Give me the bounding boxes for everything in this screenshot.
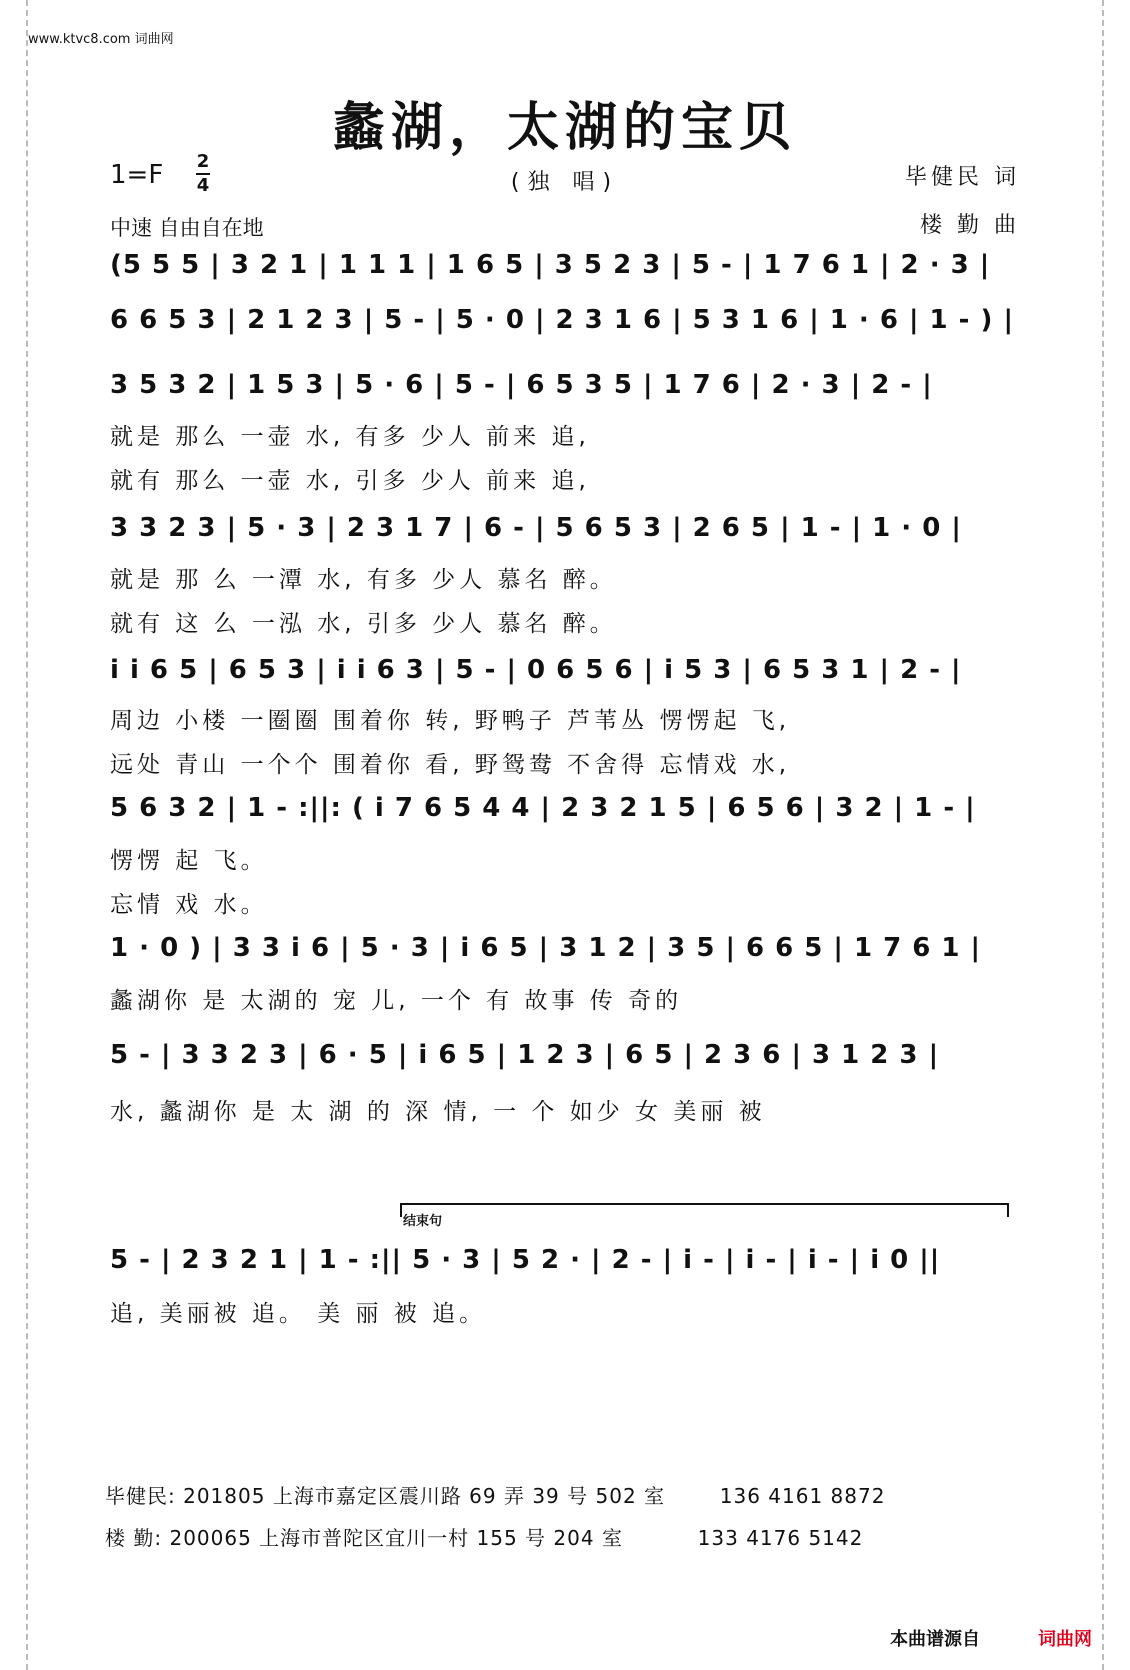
- lyric-row-9: 追, 美丽被 追。 美 丽 被 追。: [110, 1301, 487, 1327]
- song-title: 蠡湖，太湖的宝贝: [332, 97, 797, 158]
- score-row-4: 3 3 2 3 | 5 · 3 | 2 3 1 7 | 6 - | 5 6 5 3 | 2 6 5 | 1 - | 1 · 0 |: [110, 513, 962, 543]
- lyric-row-5-verse-2: 远处 青山 一个个 围着你 看, 野鸳鸯 不舍得 忘情戏 水,: [110, 752, 791, 778]
- lyric-row-6-verse-2: 忘情 戏 水。: [110, 892, 268, 918]
- lyric-row-8: 水, 蠡湖你 是 太 湖 的 深 情, 一 个 如少 女 美丽 被: [110, 1099, 766, 1125]
- time-bottom: 4: [196, 175, 210, 196]
- contact-phone: 133 4176 5142: [697, 1526, 864, 1550]
- tempo-marking: 中速 自由自在地: [110, 216, 264, 240]
- key-signature: 1=F: [110, 160, 164, 190]
- source-site-link[interactable]: 词曲网: [1038, 1629, 1092, 1650]
- time-top: 2: [196, 151, 210, 172]
- contact-address: 200065 上海市普陀区宜川一村 155 号 204 室: [169, 1526, 623, 1550]
- lyricist-credit: 毕健民 词: [905, 165, 1020, 190]
- contact-lyricist: [105, 1480, 885, 1509]
- score-row-2: 6 6 5 3 | 2 1 2 3 | 5 - | 5 · 0 | 2 3 1 6 | 5 3 1 6 | 1 · 6 | 1 - ) |: [110, 305, 1014, 335]
- lyric-row-7: 蠡湖你 是 太湖的 宠 儿, 一个 有 故事 传 奇的: [110, 988, 683, 1014]
- lyric-row-4-verse-1: 就是 那 么 一潭 水, 有多 少人 慕名 醉。: [110, 567, 617, 593]
- score-row-1: (5 5 5 | 3 2 1 | 1 1 1 | 1 6 5 | 3 5 2 3 | 5 - | 1 7 6 1 | 2 · 3 |: [110, 250, 991, 280]
- lyric-row-3-verse-2: 就有 那么 一壶 水, 引多 少人 前来 追,: [110, 468, 590, 494]
- lyric-row-4-verse-2: 就有 这 么 一泓 水, 引多 少人 慕名 醉。: [110, 611, 617, 637]
- score-row-8: 5 - | 3 3 2 3 | 6 · 5 | i 6 5 | 1 2 3 | 6 5 | 2 3 6 | 3 1 2 3 |: [110, 1040, 940, 1070]
- source-label: 本曲谱源自: [890, 1629, 980, 1650]
- score-row-6: 5 6 3 2 | 1 - :||: ( i 7 6 5 4 4 | 2 3 2 1 5 | 6 5 6 | 3 2 | 1 - |: [110, 793, 976, 823]
- contact-phone: 136 4161 8872: [719, 1484, 886, 1508]
- ending-label: 结束句: [403, 1214, 443, 1229]
- score-row-9: 5 - | 2 3 2 1 | 1 - :|| 5 · 3 | 5 2 · | 2 - | i - | i - | i - | i 0 ||: [110, 1245, 941, 1275]
- composer-credit: 楼 勤 曲: [920, 213, 1020, 238]
- lyric-row-5-verse-1: 周边 小楼 一圈圈 围着你 转, 野鸭子 芦苇丛 愣愣起 飞,: [110, 708, 791, 734]
- contact-composer: [105, 1522, 863, 1551]
- performance-type: (独 唱): [510, 170, 620, 195]
- contact-name: 楼 勤:: [105, 1526, 163, 1550]
- lyric-row-6-verse-1: 愣愣 起 飞。: [110, 848, 268, 874]
- left-perforation: [0, 0, 28, 1670]
- score-row-5: i i 6 5 | 6 5 3 | i i 6 3 | 5 - | 0 6 5 6 | i 5 3 | 6 5 3 1 | 2 - |: [110, 655, 962, 685]
- score-row-3: 3 5 3 2 | 1 5 3 | 5 · 6 | 5 - | 6 5 3 5 | 1 7 6 | 2 · 3 | 2 - |: [110, 370, 933, 400]
- site-url[interactable]: www.ktvc8.com 词曲网: [28, 32, 174, 47]
- ending-bracket: [400, 1203, 1009, 1217]
- contact-address: 201805 上海市嘉定区震川路 69 弄 39 号 502 室: [183, 1484, 666, 1508]
- contact-name: 毕健民:: [105, 1484, 176, 1508]
- lyric-row-3-verse-1: 就是 那么 一壶 水, 有多 少人 前来 追,: [110, 424, 590, 450]
- right-perforation: [1102, 0, 1130, 1670]
- score-row-7: 1 · 0 ) | 3 3 i 6 | 5 · 3 | i 6 5 | 3 1 2 | 3 5 | 6 6 5 | 1 7 6 1 |: [110, 933, 982, 963]
